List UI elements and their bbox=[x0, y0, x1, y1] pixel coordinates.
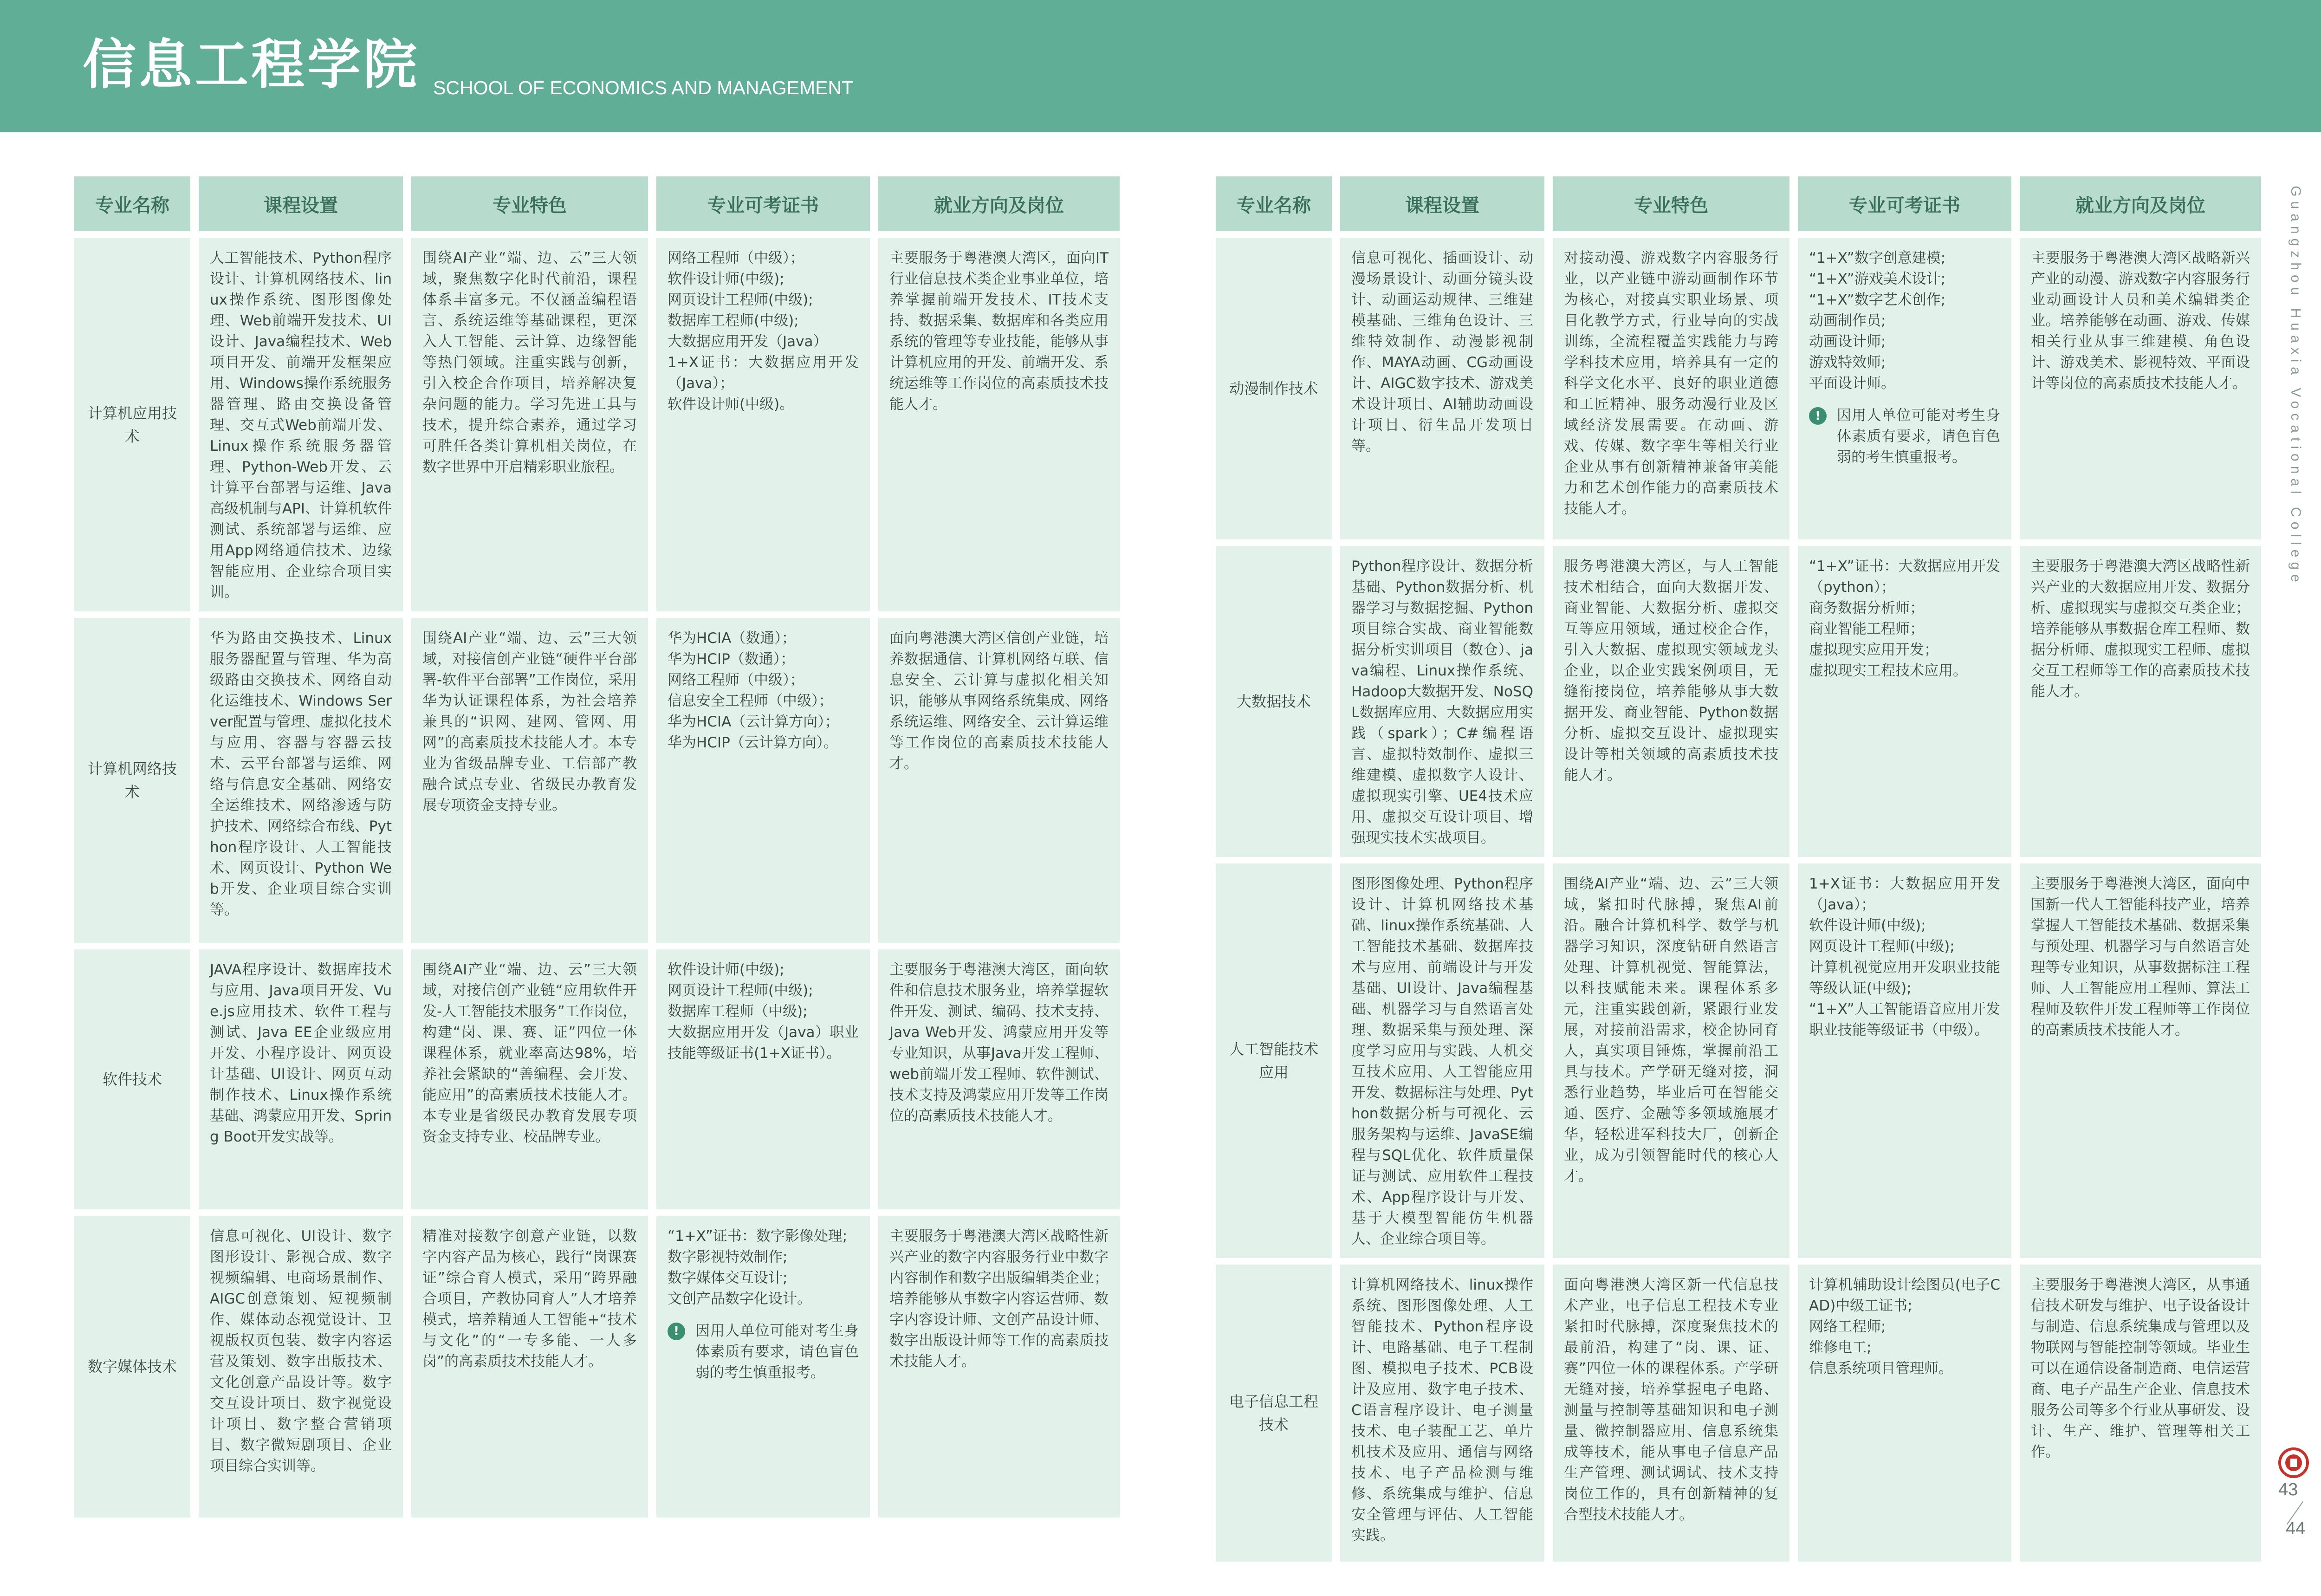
exclamation-icon: ! bbox=[668, 1323, 685, 1340]
table-row bbox=[74, 1216, 1120, 1518]
college-logo-icon bbox=[2278, 1447, 2309, 1478]
jobs-cell: 主要服务于粤港澳大湾区，面向软件和信息技术服务业，培养掌握软件开发、测试、编码、技术支持、Java Web开发、鸿蒙应用开发等专业知识，从事Java开发工程师、web前端开发工程师、软件测试、技术支持及鸿蒙应用开发等工作岗位的高素质技术技能人才。 bbox=[878, 949, 1120, 1209]
certificate-item: 动画制作员; bbox=[1809, 312, 1886, 329]
courses-cell: 信息可视化、插画设计、动漫场景设计、动画分镜头设计、动画运动规律、三维建模基础、三维角色设计、三维特效制作、动漫影视制作、MAYA动画、CG动画设计、AIGC数字技术、游戏美术设计项目、AI辅助动画设计项目、衍生品开发项目等。 bbox=[1340, 238, 1544, 539]
certificate-item: 网络工程师（中级）； bbox=[668, 672, 804, 688]
courses-cell: 计算机网络技术、linux操作系统、图形图像处理、人工智能技术、Python程序设计、电路基础、电子工程制图、模拟电子技术、PCB设计及应用、数字电子技术、C语言程序设计、电子测量技术、电子装配工艺、单片机技术及应用、通信与网络技术、电子产品检测与维修、系统集成与维护、信息安全管理与评估、人工智能实践。 bbox=[1340, 1265, 1544, 1562]
certificate-item: “1+X”游戏美术设计; bbox=[1809, 271, 1946, 287]
school-subtitle: SCHOOL OF ECONOMICS AND MANAGEMENT bbox=[433, 77, 854, 98]
left-major-table bbox=[66, 170, 1128, 1524]
jobs-cell: 面向粤港澳大湾区信创产业链，培养数据通信、计算机网络互联、信息安全、云计算与虚拟化相关知识，能够从事网络系统集成、网络系统运维、网络安全、云计算运维等工作岗位的高素质技术技能人才。 bbox=[878, 618, 1120, 943]
certificate-item: 网页设计工程师(中级); bbox=[668, 292, 813, 308]
major-name: 电子信息工程技术 bbox=[1216, 1265, 1332, 1562]
certificate-item: 商业智能工程师； bbox=[1809, 621, 1924, 637]
major-name: 大数据技术 bbox=[1216, 546, 1332, 857]
certificates-cell bbox=[656, 238, 870, 611]
certificate-item: 游戏特效师; bbox=[1809, 354, 1886, 371]
col-courses: 课程设置 bbox=[1340, 176, 1544, 231]
features-cell: 围绕AI产业“端、边、云”三大领域，对接信创产业链“应用软件开发-人工智能技术服务”工作岗位，构建“岗、课、赛、证”四位一体课程体系，就业率高达98%，培养社会紧缺的“善编程、会开发、能应用”的高素质技术技能人才。本专业是省级民办教育发展专项资金支持专业、校品牌专业。 bbox=[411, 949, 648, 1209]
certificate-item: 虚拟现实工程技术应用。 bbox=[1809, 662, 1967, 679]
page-header bbox=[0, 0, 2321, 132]
courses-cell: 人工智能技术、Python程序设计、计算机网络技术、linux操作系统、图形图像处理、Web前端开发技术、UI设计、Java编程技术、Web项目开发、前端开发框架应用、Windows操作系统服务器管理、路由交换设备管理、交互式Web前端开发、Linux操作系统服务器管理、Python-Web开发、云计算平台部署与运维、Java高级机制与API、计算机软件测试、系统部署与运维、应用App网络通信技术、边缘智能应用、企业综合项目实训。 bbox=[199, 238, 403, 611]
certificate-item: 信息系统项目管理师。 bbox=[1809, 1360, 1953, 1377]
major-name: 人工智能技术应用 bbox=[1216, 863, 1332, 1258]
college-name-vertical: Guangzhou Huaxia Vocational College bbox=[2288, 186, 2303, 587]
certificate-item: 信息安全工程师（中级）； bbox=[668, 693, 833, 709]
courses-cell: 信息可视化、UI设计、数字图形设计、影视合成、数字视频编辑、电商场景制作、AIGC创意策划、短视频制作、媒体动态视觉设计、卫视版权页包装、数字内容运营及策划、数字出版技术、文化创意产品设计等。数字交互设计项目、数字视觉设计项目、数字整合营销项目、数字微短剧项目、企业项目综合实训等。 bbox=[199, 1216, 403, 1518]
features-cell: 服务粤港澳大湾区，与人工智能技术相结合，面向大数据开发、商业智能、大数据分析、虚拟交互等应用领域，通过校企合作，引入大数据、虚拟现实领域龙头企业，以企业实践案例项目，无缝衔接岗位，培养能够从事大数据开发、商业智能、Python数据分析、虚拟交互设计、虚拟现实设计等相关领域的高素质技术技能人才。 bbox=[1553, 546, 1789, 857]
table-row bbox=[1216, 238, 2261, 539]
jobs-cell: 主要服务于粤港澳大湾区战略性新兴产业的大数据应用开发、数据分析、虚拟现实与虚拟交互类企业；培养能够从事数据仓库工程师、数据分析师、虚拟现实工程师、虚拟交互工程师等工作的高素质技术技能人才。 bbox=[2020, 546, 2261, 857]
features-cell: 围绕AI产业“端、边、云”三大领域，紧扣时代脉搏，聚焦AI前沿。融合计算机科学、数学与机器学习知识，深度钻研自然语言处理、计算机视觉、智能算法，以科技赋能未来。课程体系多元，注重实践创新，紧跟行业发展，对接前沿需求，校企协同育人，真实项目锤炼，掌握前沿工具与技术。产学研无缝对接，洞悉行业趋势，毕业后可在智能交通、医疗、金融等多领域施展才华，轻松进军科技大厂，创新企业，成为引领智能时代的核心人才。 bbox=[1553, 863, 1789, 1258]
certificate-item: 数据库工程师（中级); bbox=[668, 1003, 808, 1020]
table-row bbox=[74, 238, 1120, 611]
jobs-cell: 主要服务于粤港澳大湾区战略新兴产业的动漫、游戏数字内容服务行业动画设计人员和美术编辑类企业。培养能够在动画、游戏、传媒相关行业从事三维建模、角色设计、游戏美术、影视特效、平面设计等岗位的高素质技术技能人才。 bbox=[2020, 238, 2261, 539]
note-text: 因用人单位可能对考生身体素质有要求，请色盲色弱的考生慎重报考。 bbox=[695, 1323, 859, 1381]
courses-cell: 华为路由交换技术、Linux服务器配置与管理、华为高级路由交换技术、网络自动化运维技术、Windows Server配置与管理、虚拟化技术与应用、容器与容器云技术、云平台部署与运维、网络与信息安全基础、网络安全运维技术、网络渗透与防护技术、网络综合布线、Python程序设计、人工智能技术、网页设计、Python Web开发、企业项目综合实训等。 bbox=[199, 618, 403, 943]
col-certificates: 专业可考证书 bbox=[656, 176, 870, 231]
col-features: 专业特色 bbox=[411, 176, 648, 231]
certificate-item: 网络工程师（中级）； bbox=[668, 250, 804, 266]
certificate-item: 计算机视觉应用开发职业技能等级认证(中级); bbox=[1809, 959, 2000, 997]
certificate-item: 1+X证书：大数据应用开发（Java）； bbox=[668, 354, 859, 392]
certificate-item: “1+X”人工智能语音应用开发职业技能等级证书（中级）。 bbox=[1809, 1001, 2000, 1038]
certificates-cell bbox=[656, 949, 870, 1209]
certificate-item: 软件设计师(中级); bbox=[668, 271, 784, 287]
header-row bbox=[74, 176, 1120, 231]
certificate-item: “1+X”数字艺术创作; bbox=[1809, 292, 1946, 308]
courses-cell: Python程序设计、数据分析基础、Python数据分析、机器学习与数据挖掘、Python项目综合实战、商业智能数据分析实训项目（数仓）、java编程、Linux操作系统、Hadoop大数据开发、NoSQL数据库应用、大数据应用实践（spark）；C#编程语言、虚拟特效制作、虚拟三维建模、虚拟数字人设计、虚拟现实引擎、UE4技术应用、虚拟交互设计项目、增强现实技术实战项目。 bbox=[1340, 546, 1544, 857]
certificate-item: 计算机辅助设计绘图员(电子CAD)中级工证书; bbox=[1809, 1277, 2000, 1314]
certificate-item: 网络工程师; bbox=[1809, 1318, 1886, 1335]
jobs-cell: 主要服务于粤港澳大湾区，面向中国新一代人工智能科技产业，培养掌握人工智能技术基础、数据采集与预处理、机器学习与自然语言处理等专业知识，从事数据标注工程师、人工智能应用工程师、算法工程师及软件开发工程师等工作岗位的高素质技术技能人才。 bbox=[2020, 863, 2261, 1258]
col-jobs: 就业方向及岗位 bbox=[2020, 176, 2261, 231]
colorblind-note bbox=[1809, 405, 2000, 468]
certificate-item: 文创产品数字化设计。 bbox=[668, 1291, 811, 1307]
certificate-item: “1+X”证书：大数据应用开发（python）； bbox=[1809, 558, 2000, 596]
certificate-item: 平面设计师。 bbox=[1809, 375, 1895, 392]
certificates-cell bbox=[1798, 863, 2011, 1258]
certificates-cell bbox=[1798, 546, 2011, 857]
page-number-left: 43 bbox=[2278, 1480, 2298, 1499]
certificate-item: 华为HCIP（云计算方向）。 bbox=[668, 734, 838, 751]
table-row bbox=[74, 618, 1120, 943]
certificate-item: 软件设计师(中级); bbox=[1809, 917, 1926, 934]
certificate-item: 维修电工; bbox=[1809, 1339, 1872, 1356]
certificates-cell bbox=[1798, 1265, 2011, 1562]
certificate-item: 数字媒体交互设计; bbox=[668, 1270, 788, 1286]
certificate-item: 商务数据分析师； bbox=[1809, 600, 1924, 616]
exclamation-icon: ! bbox=[1809, 407, 1827, 425]
table-row bbox=[74, 949, 1120, 1209]
certificate-item: 网页设计工程师(中级); bbox=[1809, 938, 1955, 955]
table-row bbox=[1216, 546, 2261, 857]
col-features: 专业特色 bbox=[1553, 176, 1789, 231]
jobs-cell: 主要服务于粤港澳大湾区，从事通信技术研发与维护、电子设备设计与制造、信息系统集成与管理以及物联网与智能控制等领域。毕业生可以在通信设备制造商、电信运营商、电子产品生产企业、信息技术服务公司等多个行业从事研发、设计、生产、维护、管理等相关工作。 bbox=[2020, 1265, 2261, 1562]
major-name: 计算机应用技术 bbox=[74, 238, 190, 611]
certificates-cell bbox=[656, 618, 870, 943]
certificate-item: “1+X”证书：数字影像处理; bbox=[668, 1228, 848, 1245]
major-name: 软件技术 bbox=[74, 949, 190, 1209]
note-text: 因用人单位可能对考生身体素质有要求，请色盲色弱的考生慎重报考。 bbox=[1837, 407, 2000, 466]
certificate-item: 软件设计师(中级)。 bbox=[668, 396, 794, 413]
certificates-cell bbox=[1798, 238, 2011, 539]
certificate-item: 华为HCIA（云计算方向）； bbox=[668, 714, 839, 730]
table-row bbox=[1216, 1265, 2261, 1562]
col-major-name: 专业名称 bbox=[74, 176, 190, 231]
certificate-item: “1+X”数字创意建模; bbox=[1809, 250, 1946, 266]
certificate-item: 数据库工程师(中级); bbox=[668, 312, 799, 329]
major-name: 动漫制作技术 bbox=[1216, 238, 1332, 539]
col-certificates: 专业可考证书 bbox=[1798, 176, 2011, 231]
certificates-cell bbox=[656, 1216, 870, 1518]
jobs-cell: 主要服务于粤港澳大湾区，面向IT行业信息技术类企业事业单位，培养掌握前端开发技术、IT技术支持、数据采集、数据库和各类应用系统的管理等专业技能，能够从事计算机应用的开发、前端开发、系统运维等工作岗位的高素质技术技能人才。 bbox=[878, 238, 1120, 611]
features-cell: 围绕AI产业“端、边、云”三大领域，对接信创产业链“硬件平台部署-软件平台部署”工作岗位，采用华为认证课程体系，为社会培养兼具的“识网、建网、管网、用网”的高素质技术技能人才。本专业为省级品牌专业、工信部产教融合试点专业、省级民办教育发展专项资金支持专业。 bbox=[411, 618, 648, 943]
features-cell: 面向粤港澳大湾区新一代信息技术产业，电子信息工程技术专业紧扣时代脉搏，深度聚焦技术的最前沿，构建了“岗、课、证、赛”四位一体的课程体系。产学研无缝对接，培养掌握电子电路、测量与控制等基础知识和电子测量、微控制器应用、信息系统集成等技术，能从事电子信息产品生产管理、测试调试、技术支持岗位工作的，具有创新精神的复合型技术技能人才。 bbox=[1553, 1265, 1789, 1562]
col-jobs: 就业方向及岗位 bbox=[878, 176, 1120, 231]
certificate-item: 华为HCIA（数通）； bbox=[668, 630, 796, 647]
jobs-cell: 主要服务于粤港澳大湾区战略性新兴产业的数字内容服务行业中数字内容制作和数字出版编辑类企业；培养能够从事数字内容运营师、数字内容设计师、文创产品设计师、数字出版设计师等工作的高素质技术技能人才。 bbox=[878, 1216, 1120, 1518]
header-row bbox=[1216, 176, 2261, 231]
courses-cell: 图形图像处理、Python程序设计、计算机网络技术基础、linux操作系统基础、人工智能技术基础、数据库技术与应用、前端设计与开发基础、UI设计、Java编程基础、机器学习与自然语言处理、数据采集与预处理、深度学习应用与实践、人机交互技术应用、人工智能应用开发、数据标注与处理、Python数据分析与可视化、云服务架构与运维、JavaSE编程与SQL优化、软件质量保证与测试、应用软件工程技术、App程序设计与开发、基于大模型智能仿生机器人、企业综合项目等。 bbox=[1340, 863, 1544, 1258]
colorblind-note bbox=[668, 1321, 859, 1383]
college-side-text bbox=[2286, 179, 2305, 597]
major-name: 计算机网络技术 bbox=[74, 618, 190, 943]
page-number-right: 44 bbox=[2286, 1519, 2306, 1538]
certificate-item: 华为HCIP（数通）； bbox=[668, 651, 795, 668]
certificate-item: 大数据应用开发（Java） bbox=[668, 333, 828, 350]
features-cell: 精准对接数字创意产业链，以数字内容产品为核心，践行“岗课赛证”综合育人模式，采用“跨界融合项目，产教协同育人”人才培养模式，培养精通人工智能+“技术与文化”的“一专多能、一人多岗”的高素质技术技能人才。 bbox=[411, 1216, 648, 1518]
certificate-item: 动画设计师; bbox=[1809, 333, 1886, 350]
features-cell: 对接动漫、游戏数字内容服务行业，以产业链中游动画制作环节为核心，对接真实职业场景、项目化教学方式，行业导向的实战训练，全流程覆盖实践能力与跨学科技术应用，培养具有一定的科学文化水平、良好的职业道德和工匠精神、服务动漫行业及区域经济发展需要。在动画、游戏、传媒、数字孪生等相关行业企业从事有创新精神兼备审美能力和艺术创作能力的高素质技术技能人才。 bbox=[1553, 238, 1789, 539]
courses-cell: JAVA程序设计、数据库技术与应用、Java项目开发、Vue.js应用技术、软件工程与测试、Java EE企业级应用开发、小程序设计、网页设计基础、UI设计、网页互动制作技术、Linux操作系统基础、鸿蒙应用开发、Spring Boot开发实战等。 bbox=[199, 949, 403, 1209]
certificate-item: 网页设计工程师(中级); bbox=[668, 982, 813, 999]
features-cell: 围绕AI产业“端、边、云”三大领域，聚焦数字化时代前沿，课程体系丰富多元。不仅涵盖编程语言、系统运维等基础课程，更深入人工智能、云计算、边缘智能等热门领域。注重实践与创新，引入校企合作项目，培养解决复杂问题的能力。学习先进工具与技术，提升综合素养，通过学习可胜任各类计算机相关岗位，在数字世界中开启精彩职业旅程。 bbox=[411, 238, 648, 611]
certificate-item: 数字影视特效制作; bbox=[668, 1249, 788, 1265]
col-courses: 课程设置 bbox=[199, 176, 403, 231]
certificate-item: 软件设计师(中级); bbox=[668, 961, 784, 978]
certificate-item: 大数据应用开发（Java）职业技能等级证书(1+X证书）。 bbox=[668, 1024, 859, 1062]
col-major-name: 专业名称 bbox=[1216, 176, 1332, 231]
table-row bbox=[1216, 863, 2261, 1258]
right-major-table bbox=[1207, 170, 2269, 1568]
major-name: 数字媒体技术 bbox=[74, 1216, 190, 1518]
certificate-item: 虚拟现实应用开发； bbox=[1809, 642, 1938, 658]
school-title: 信息工程学院 bbox=[83, 34, 420, 96]
certificate-item: 1+X证书：大数据应用开发（Java）； bbox=[1809, 876, 2000, 913]
